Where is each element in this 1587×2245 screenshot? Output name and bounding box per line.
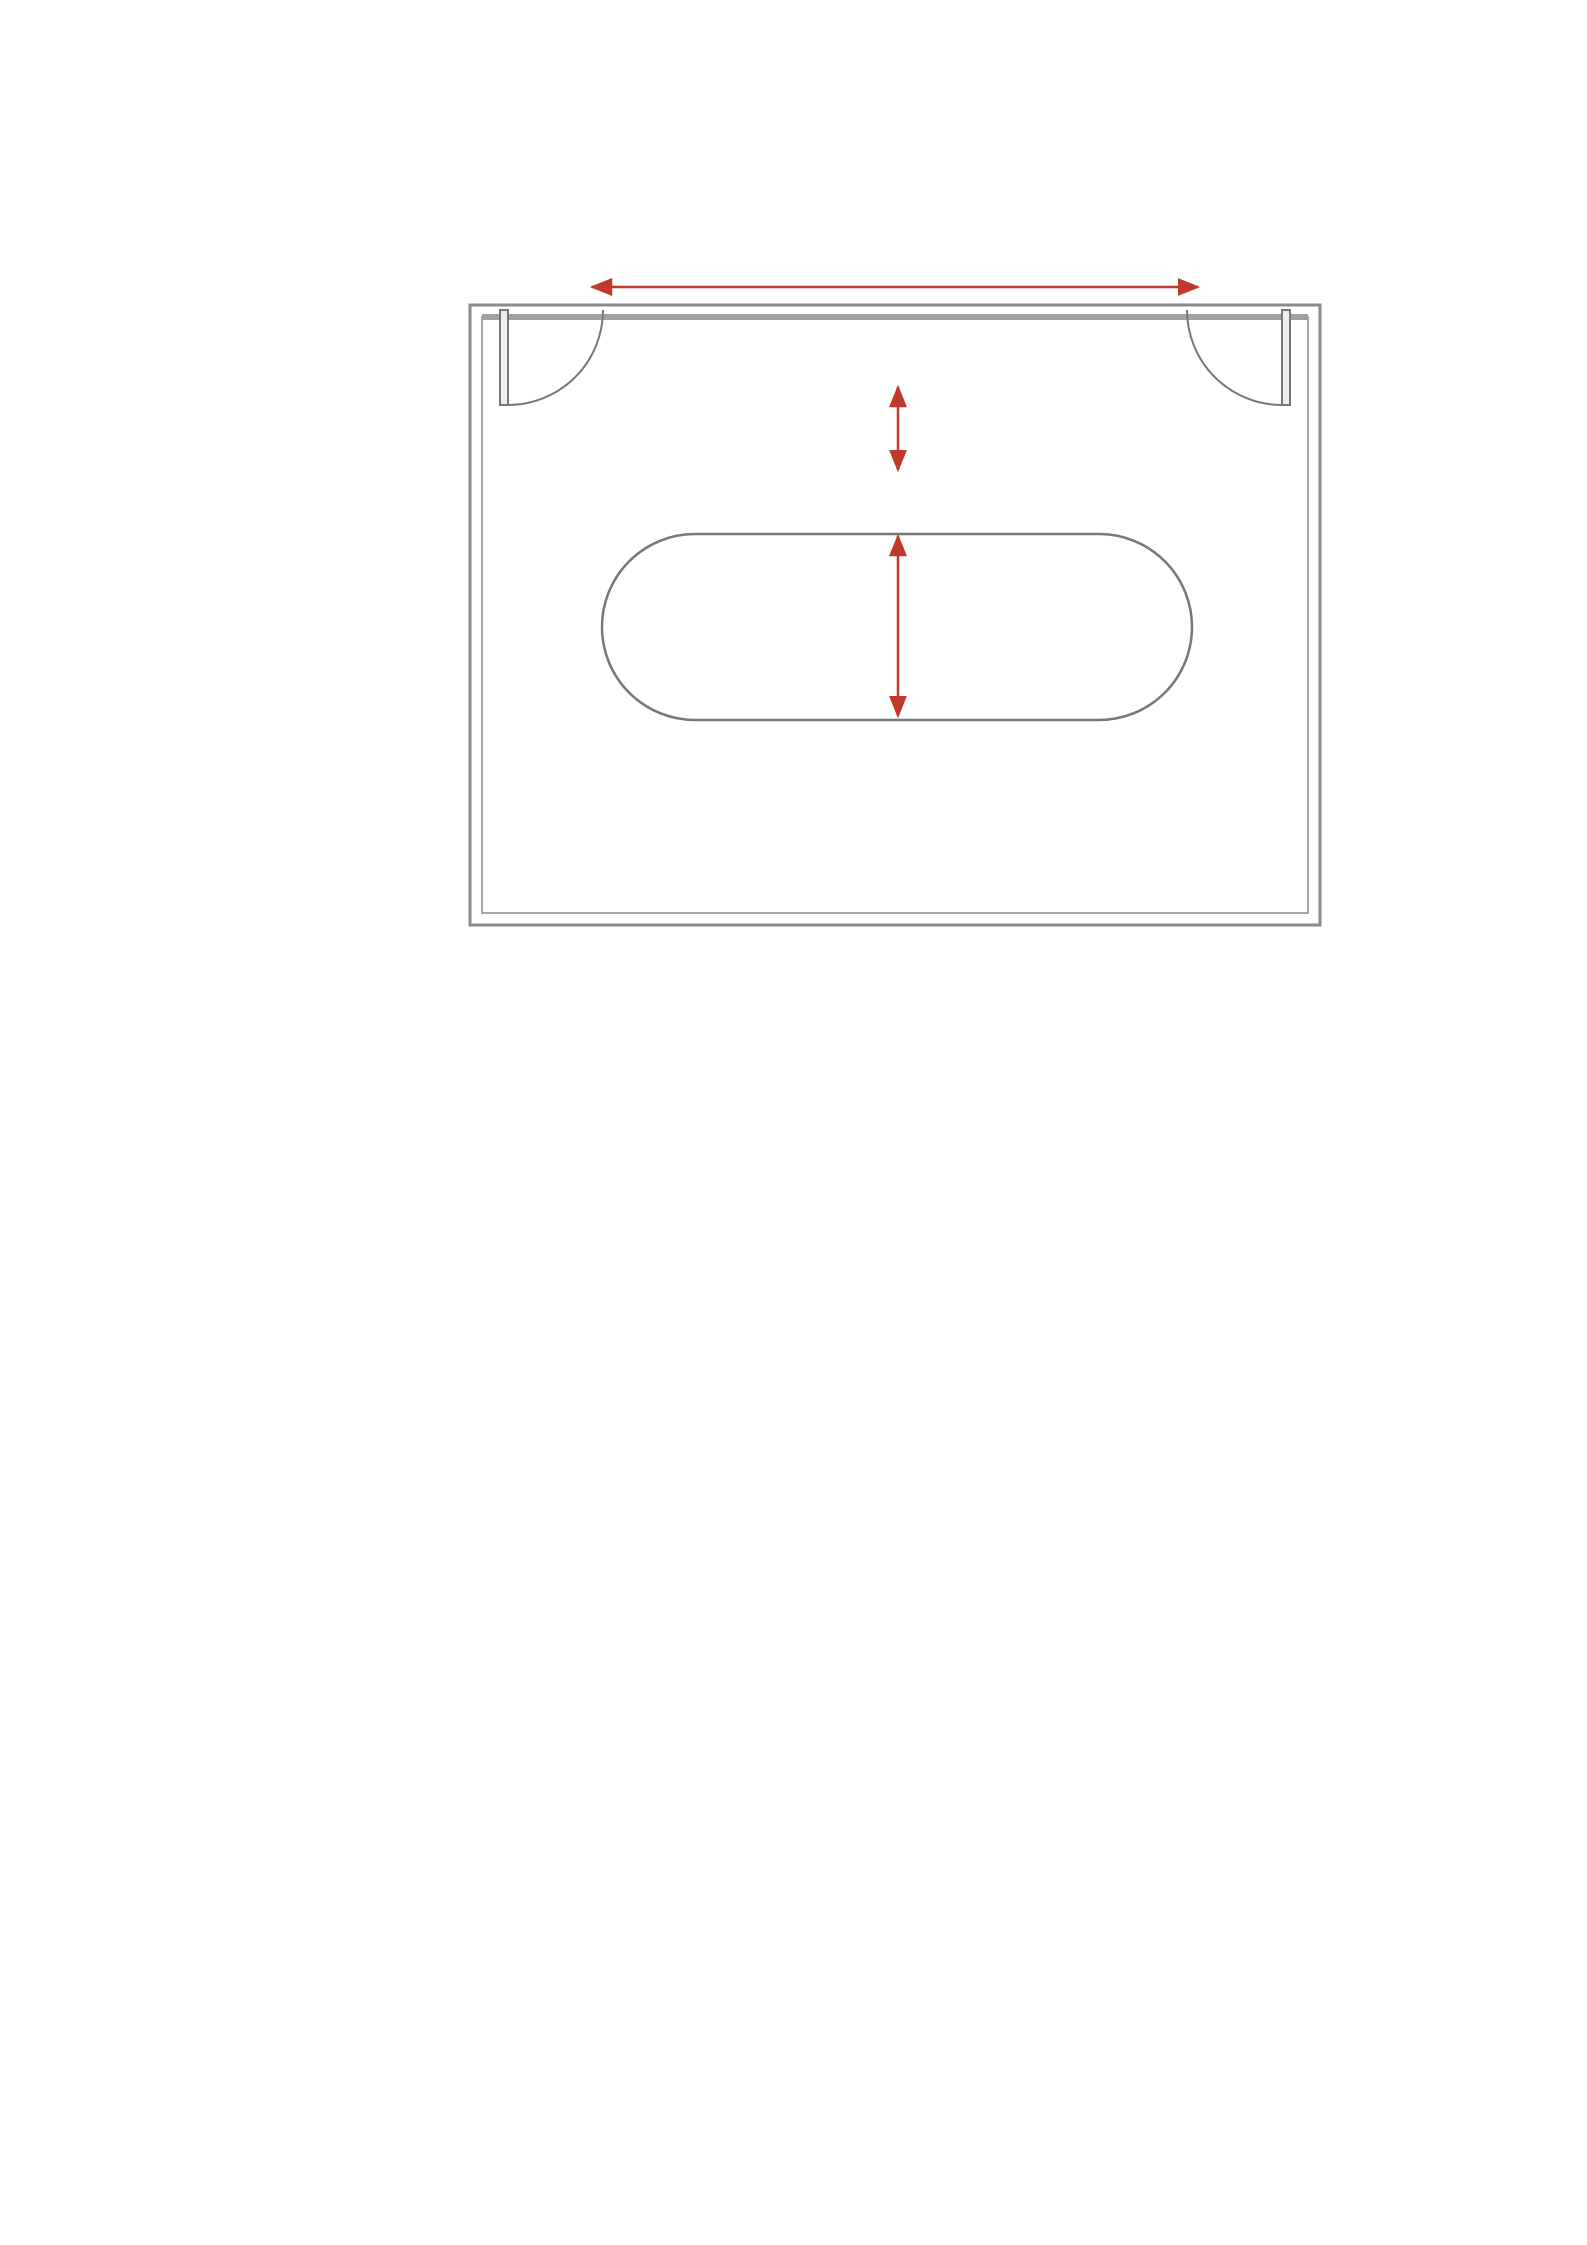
- meeting-room-floor-plan: [0, 0, 1587, 1000]
- door-left: [500, 310, 603, 405]
- door-right: [1187, 310, 1290, 405]
